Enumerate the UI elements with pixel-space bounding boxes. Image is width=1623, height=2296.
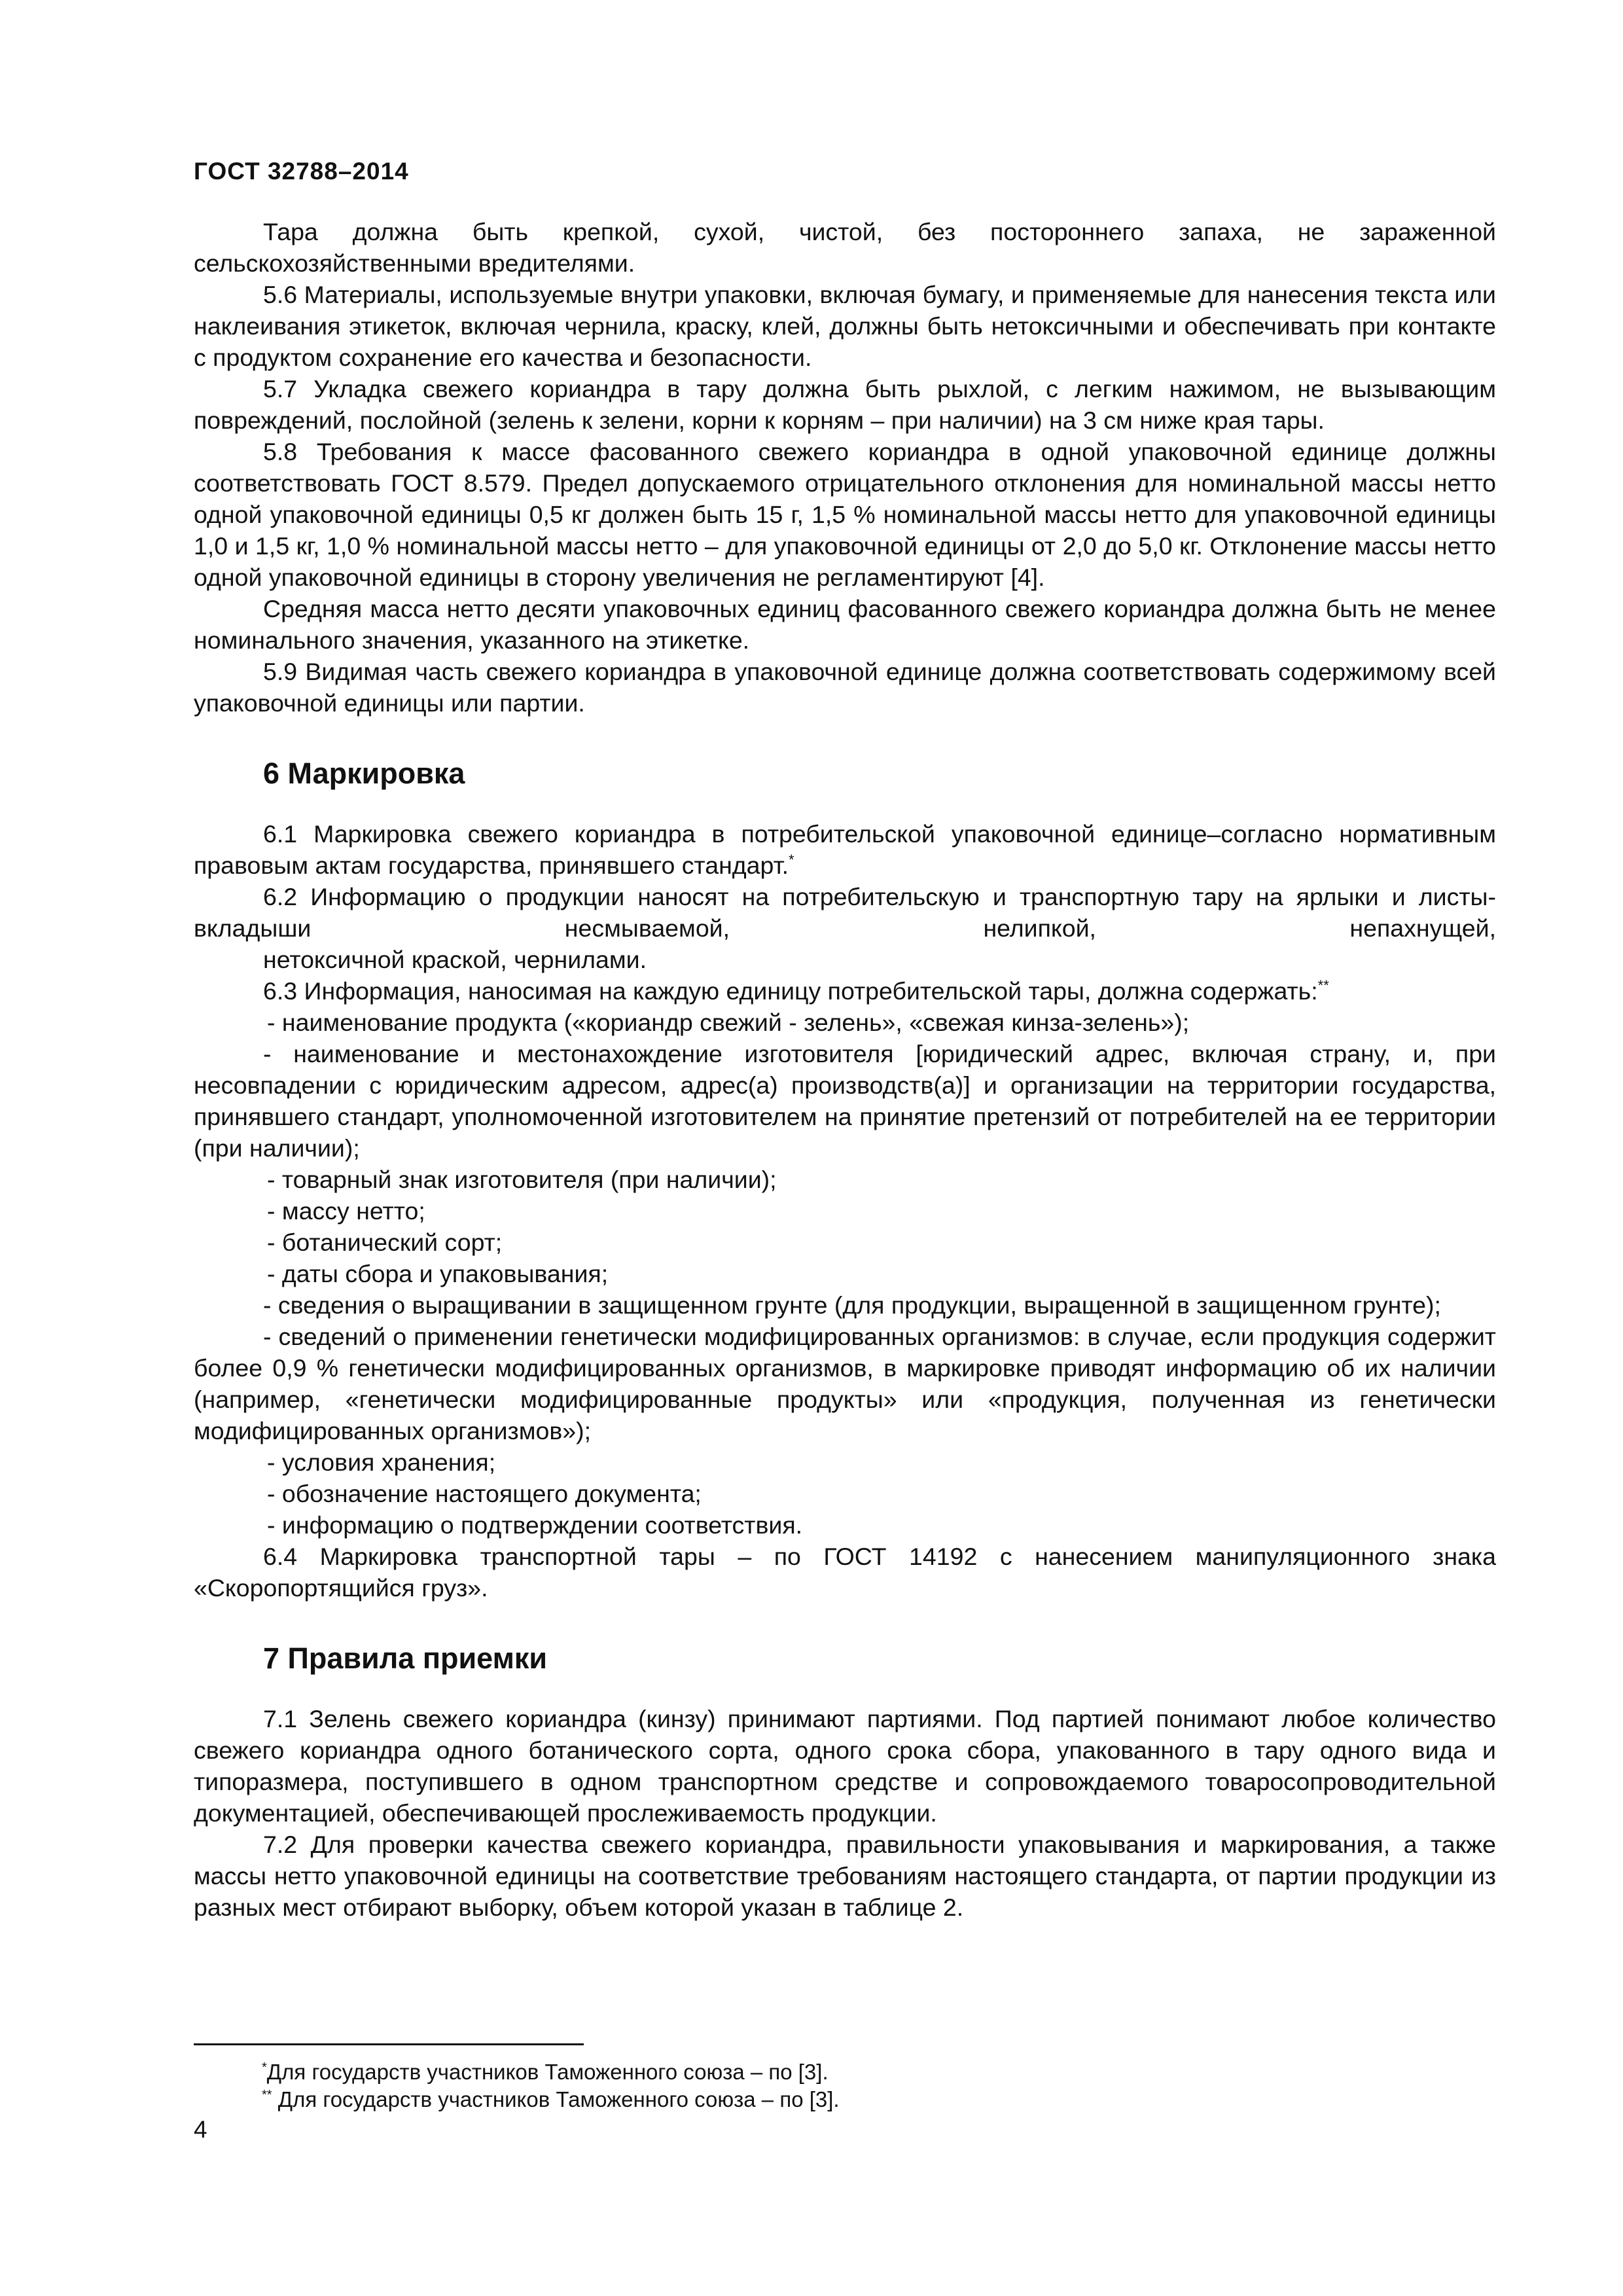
footnote-separator [194,2043,584,2045]
paragraph-7-2: 7.2 Для проверки качества свежего кориандра, правильности упаковывания и маркирования, а также массы нетто упаковочной единицы на соответствие требованиям настоящего стандарта, от партии продукции из разных мест отбирают выборку, объем которой указан в таблице 2. [194,1831,1496,1921]
paragraph-6-2-continued: нетоксичной краской, чернилами. [263,946,647,973]
document-body [194,216,1496,1923]
paragraph-average-mass: Средняя масса нетто десяти упаковочных единиц фасованного свежего кориандра должна быть не менее номинального значения, указанного на этикетке. [194,595,1496,654]
list-item-trademark: - товарный знак изготовителя (при наличии); [267,1166,777,1193]
paragraph-7-1: 7.1 Зелень свежего кориандра (кинзу) принимают партиями. Под партией понимают любое количество свежего кориандра одного ботанического сорта, одного срока сбора, упакованного в тару одного вида и типоразмера, поступившего в одном транспортном средстве и сопровождаемого товаросопроводительной документацией, обеспечивающей прослеживаемость продукции. [194,1705,1496,1827]
footnote-ref-1: * [789,852,794,868]
footnote-2-mark: ** [262,2088,272,2102]
footnote-1-mark: * [262,2060,267,2075]
footnote-1 [262,2059,829,2085]
paragraph-6-1-text: 6.1 Маркировка свежего кориандра в потребительской упаковочной единице–согласно нормативным правовым актам государства, принявшего стандарт. [194,820,1496,879]
list-item-gmo: - сведений о применении генетически модифицированных организмов: в случае, если продукция содержит более 0,9 % генетически модифицированных организмов, в маркировке приводят информацию об их наличии (например, «генетически модифицированные продукты» или «продукция, полученная из генетически модифицированных организмов»); [194,1323,1496,1444]
list-item-net-mass: - массу нетто; [267,1197,425,1225]
paragraph-packaging: Тара должна быть крепкой, сухой, чистой, без постороннего запаха, не зараженной сельскохозяйственными вредителями. [194,218,1496,277]
paragraph-6-4: 6.4 Маркировка транспортной тары – по ГОСТ 14192 с нанесением манипуляционного знака «Скоропортящийся груз». [194,1543,1496,1602]
list-item-greenhouse: - сведения о выращивании в защищенном грунте (для продукции, выращенной в защищенном грунте); [263,1291,1441,1319]
paragraph-6-3-text: 6.3 Информация, наносимая на каждую единицу потребительской тары, должна содержать: [263,977,1318,1005]
list-item-conformity: - информацию о подтверждении соответствия. [267,1511,803,1539]
list-item-storage: - условия хранения; [267,1448,496,1476]
standard-header: ГОСТ 32788–2014 [194,158,409,185]
list-item-manufacturer: - наименование и местонахождение изготовителя [юридический адрес, включая страну, и, при несовпадении с юридическим адресом, адрес(а) производств(а)] и организации на территории государства, принявшего стандарт, уполномоченной изготовителем на принятие претензий от потребителей на ее территории (при наличии); [194,1040,1496,1162]
footnote-2-text: Для государств участников Таможенного союза – по [3]. [272,2087,840,2111]
list-item-document: - обозначение настоящего документа; [267,1480,702,1507]
footnotes [194,2043,1496,2111]
paragraph-6-2: 6.2 Информацию о продукции наносят на потребительскую и транспортную тару на ярлыки и листы-вкладыши несмываемой, нелипкой, непахнущей, [194,883,1496,942]
paragraph-6-3 [194,975,1496,1007]
list-item-variety: - ботанический сорт; [267,1229,503,1256]
paragraph-5-7: 5.7 Укладка свежего кориандра в тару должна быть рыхлой, с легким нажимом, не вызывающим повреждений, послойной (зелень к зелени, корни к корням – при наличии) на 3 см ниже края тары. [194,375,1496,434]
list-item-dates: - даты сбора и упаковывания; [267,1260,609,1287]
section-7-heading: 7 Правила приемки [263,1641,548,1675]
footnote-1-text: Для государств участников Таможенного союза – по [3]. [266,2060,829,2084]
list-item-product-name: - наименование продукта («кориандр свежий - зелень», «свежая кинза-зелень»); [267,1009,1190,1036]
section-6-heading: 6 Маркировка [263,757,465,790]
paragraph-6-1 [194,818,1496,881]
paragraph-5-6: 5.6 Материалы, используемые внутри упаковки, включая бумагу, и применяемые для нанесения текста или наклеивания этикеток, включая чернила, краску, клей, должны быть нетоксичными и обеспечивать при контакте с продуктом сохранение его качества и безопасности. [194,281,1496,371]
paragraph-5-8: 5.8 Требования к массе фасованного свежего кориандра в одной упаковочной единице должны соответствовать ГОСТ 8.579. Предел допускаемого отрицательного отклонения для номинальной массы нетто одной упаковочной единицы 0,5 кг должен быть 15 г, 1,5 % номинальной массы нетто для упаковочной единицы 1,0 и 1,5 кг, 1,0 % номинальной массы нетто – для упаковочной единицы от 2,0 до 5,0 кг. Отклонение массы нетто одной упаковочной единицы в сторону увеличения не регламентируют [4]. [194,438,1496,591]
paragraph-5-9: 5.9 Видимая часть свежего кориандра в упаковочной единице должна соответствовать содержимому всей упаковочной единицы или партии. [194,658,1496,717]
footnote-2 [262,2087,840,2113]
page-number: 4 [194,2116,207,2143]
footnote-ref-2: ** [1317,977,1329,994]
